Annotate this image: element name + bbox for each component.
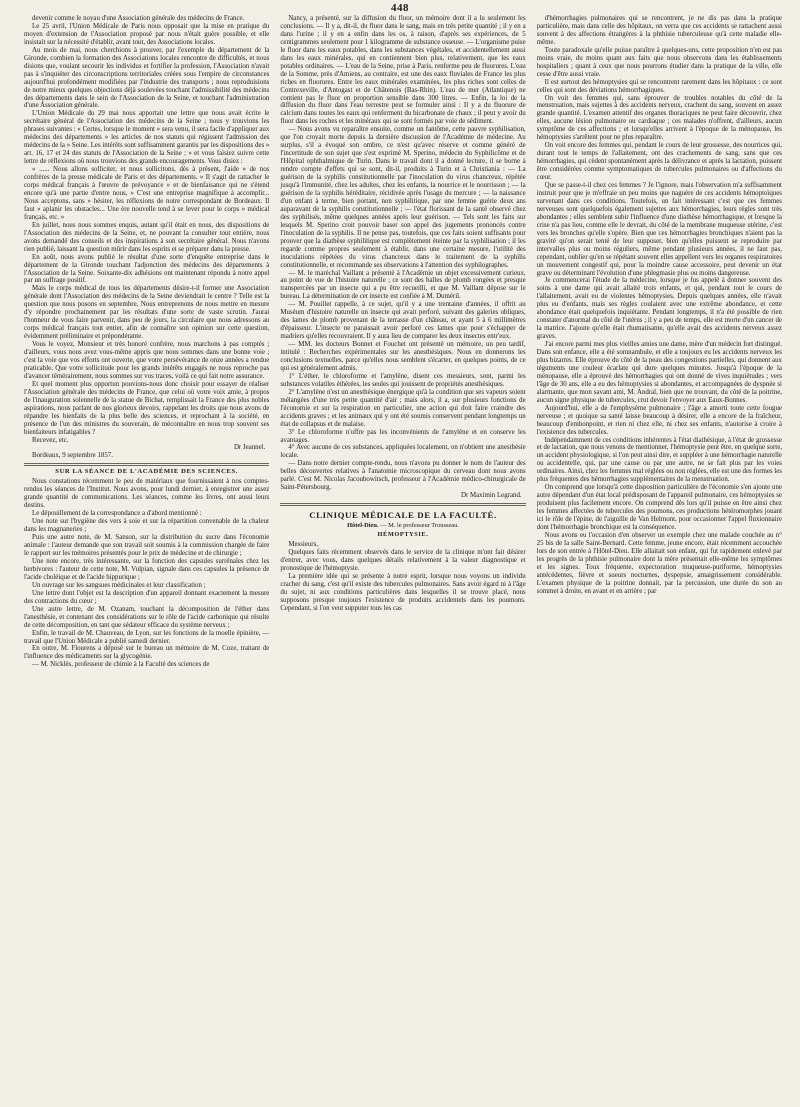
paragraph: En août, nous avons publié le résultat d'une sorte d'enquête entreprise dans le département de la Gironde touchant l'adjonction des médecins des départements à l'Association de la Seine. Soixante-dix adhésions ont maintenant répondu à notre appel par un suffrage positif. — [24, 253, 270, 285]
paragraph: Une note encore, très intéressante, sur la fonction des capsules surrénales chez les herbivores : l'auteur de cette note, M. Vulpian, signale dans ces capsules la présence de l'acide choléique et de l'acide hippurique ; — [24, 558, 270, 581]
paragraph: Indépendamment de ces conditions inhérentes à l'état diathésique, à l'état de grossesse et de lactation, que nous venons de mentionner, l'hémoptysie peut être, en quelque sorte, un accident physiologique, si l'on peut ainsi dire, et suppléer à une hémorrhagie naturelle ou accidentelle, qui, par une cause ou par une autre, ne se fait plus par les voies ordinaires. Ainsi, chez les femmes mal réglées ou non réglées, elle est une des formes les plus fréquentes des hémorrhagies supplémentaires de la menstruation. — [536, 436, 782, 484]
paragraph: Quelques faits récemment observés dans le service de la clinique m'ont fait désirer d'entrer, avec vous, dans quelques détails relativement à la valeur diagnostique et pronostique de l'hémoptysie. — [280, 549, 526, 573]
paragraph: En outre, M. Flourens a déposé sur le bureau un mémoire de M. Coze, traitant de l'influence des médicaments sur la glycogénie. — [24, 645, 270, 661]
paragraph: Une note sur l'hygiène des vers à soie et sur la répartition convenable de la chaleur dans les magnaneries ; — [24, 518, 270, 534]
paragraph: Aujourd'hui, elle a de l'emphysème pulmonaire ; l'âge a amorti toute cette fougue nerveuse ; et quoique sa santé laisse beaucoup à désirer, elle a encore de la fraîcheur, beaucoup d'embonpoint, et rien ni chez elle, ni chez ses enfants, n'autorise à croire à l'existence des tubercules. — [536, 404, 782, 436]
paragraph: Il est surtout des hémoptysies qui se rencontrent rarement dans les hôpitaux : ce sont celles qui sont des déviations hémorrhagiques. — [536, 78, 782, 94]
paragraph: Une lettre dont l'objet est la description d'un appareil donnant exactement la mesure des contractions du cœur ; — [24, 589, 270, 605]
paragraph: « ...... Nous allons solliciter, et nous sollicitons, dès à présent, l'aide » de nos confrères de la presse médicale de Paris et des départements. » Il s'agit de rattacher le corps médical français à l'œuvre de prévoyance » et de bienfaisance qui ne s'étend encore qu'à une partie d'entre nous, » C'est une entreprise magnifique à accomplir... Nous acceptons, sans » hésiter, les réflexions de notre correspondant de Bordeaux. Il faut » aplanir les obstacles... Une ère nouvelle tend à se lever pour le corps » médical français, etc. » — [24, 166, 270, 221]
paragraph: Un ouvrage sur les sangsues médicinales et leur classification ; — [32, 581, 206, 589]
paragraph: 2° L'amylène n'est un anesthésique énergique qu'à la condition que ses vapeurs soient mélangées d'une très petite quantité d'air ; mais alors, il a, sur plusieurs fonctions de l'économie et sur la respiration en particulier, une action qui doit faire craindre des accidents graves ; et les animaux qui y ont été soumis conservent pendant longtemps un état de collapsus et de malaise. — [280, 388, 526, 428]
col1-article-body — [24, 15, 269, 444]
column-3 — [537, 15, 782, 1101]
paragraph: Vous le voyez, Monsieur et très honoré confrère, nous marchons à pas comptés ; d'ailleurs, vous nous avez vous-même appris que nous sommes dans une bonne voie ; c'est la voie que vos efforts ont ouverte, que votre persévérance de onze années a rendue praticable. Que votre sollicitude pour les grands intérêts engagés ne nous reproche pas d'avancer témérairement, nous sommes sur vos traces, voilà ce qui fait notre assurance. — [24, 341, 270, 380]
paragraph: Une autre lettre, de M. Ozanam, touchant la décomposition de l'éther dans l'anesthésie, et contenant des considérations sur le rôle de l'acide carbonique qui résulte de cette décomposition, en tant que sédateur efficace du système nerveux ; — [24, 605, 270, 629]
section-title-academie: SUR LA SÉANCE DE L'ACADÉMIE DES SCIENCES. — [55, 468, 239, 476]
paragraph: En juillet, nous nous sommes enquis, autant qu'il était en nous, des dispositions de l'Association des médecins de la Seine, et, ne pouvant la consulter tout entière, nous avons demandé des conseils et des inspirations à son secrétaire général. Nous n'avons rien publié, laissant la question mûrir dans les esprits et se préparer dans la presse. — [24, 221, 270, 253]
column-1 — [24, 15, 269, 1101]
paragraph: 1° L'éther, le chloroforme et l'amylène, disent ces messieurs, sont, parmi les substances volatiles éthérées, les seules qui jouissent de propriétés anesthésiques. — [280, 372, 526, 388]
paragraph: On voit encore des femmes qui, pendant le cours de leur grossesse, des nourrices qui, durant tout le temps de l'allaitement, ont des crachements de sang, sans que ces hémorrhagies, qui cèdent spontanément après la délivrance et après la lactation, puissent être considérées comme symptomatiques de tubercules pulmonaires ou d'affections du cœur. — [536, 142, 782, 182]
dateline: Bordeaux, 9 septembre 1857. — [32, 452, 113, 460]
paragraph: Que se passe-t-il chez ces femmes ? Je l'ignore, mais l'observation m'a suffisamment instruit pour que je m'effraie un peu moins que naguère de ces accidents hémoptoïques survenant dans ces conditions. Toutefois, un fait intéressant c'est que ces femmes nerveuses sont quelquefois également sujettes aux hémorrhagies, leurs règles sont très abondantes ; elles semblent subir l'influence d'une diathèse hémorrhagique, et lorsque la crise n'a pas lieu, comme elle le devrait, du côté de la membrane muqueuse utérine, c'est vers les bronches qu'elle s'opère. Bien que ces hémorrhagies bronchiques n'aient pas la gravité qu'on serait tenté de leur supposer, bien qu'elles puissent se reproduire par intervalles plus ou moins réguliers, même pendant plusieurs années, il ne faut pas, cependant, oublier qu'en se répétant souvent elles appellent vers les organes respiratoires un mouvement congestif qui, pour la moindre cause accessoire, peut devenir un état grave ou déterminant l'évolution d'une phlegmasie plus ou moins dangereuse. — [536, 182, 782, 277]
paragraph: Je commencerai l'étude de la médecine, lorsque je fus appelé à donner souvent des soins à une dame qui avait allaité trois enfants, et qui, pendant tout le cours de l'allaitement, avait eu de violentes hémoptysies. Depuis quelques années, elle n'avait plus eu d'enfants, mais ses règles coulaient avec une extrême abondance, et cette abondance était quelquefois inquiétante. Pendant longtemps, il n'a été possible de rien constater d'anormal du côté de l'utérus ; il y a peu de temps, elle est morte d'un cancer de la matrice. J'ajoute qu'elle était rhumatisante, qu'elle avait des accidents nerveux assez graves. — [536, 277, 782, 341]
page-number: 448 — [391, 2, 409, 14]
paragraph: — Dans notre dernier compte-rendu, nous n'avons pu donner le nom de l'auteur des belles découvertes relatives à l'anatomie microscopique du cerveau dont nous avons parlé. C'est M. Nicolas Jacoubowitsch, professeur à l'Académie médico-chirurgicale de Saint-Pétersbourg. — [280, 460, 526, 492]
paragraph: La première idée qui se présente à notre esprit, lorsque nous voyons un individu cracher du sang, c'est qu'il existe des tubercules pulmonaires. Sans avoir égard ni à l'âge du sujet, ni aux conditions particulières dans lesquelles il se trouve placé, nous supposons presque toujours l'existence de produits accidentels dans les poumons. Cependant, si l'on veut supputer tous les cas — [280, 573, 526, 612]
paragraph: Au mois de mai, nous cherchions à prouver, par l'exemple du département de la Gironde, combien la formation des Associations locales rencontre de difficultés, et nous disions que, voulant secourir les individus et fortifier la profession, l'Association n'avait pas à s'inquiéter des circonscriptions territoriales créées sous l'empire de circonstances aujourd'hui profondément modifiées par l'industrie des transports ; nous reproduisions de notre mieux quelques objections déjà soulevées touchant l'admissibilité des médecins des départements dans le sein de l'Association de la Seine, et touchant l'administration d'une Association générale. — [24, 46, 270, 110]
col2-clinique-body — [280, 549, 525, 613]
signature-legrand: Dr Maximin Legrand. — [460, 492, 522, 500]
paragraph: Nous avons eu l'occasion d'en observer un exemple chez une malade couchée au n° 25 bis de la salle Saint-Bernard. Cette femme, jeune encore, était récemment accouchée lors de son entrée à l'Hôtel-Dieu. Elle allaitait son enfant, qui fut rapidement enlevé par les progrès de la phthisie pulmonaire dont la mère présentait elle-même les symptômes et les signes. Toux fréquente, expectoration muqueuse-puriforme, hémoptysies antécédentes, fièvre et sueurs nocturnes, dyspepsie, amaigrissement considérable. L'examen physique de la poitrine donnait, par la percussion, une durée du son au sommet à droite, en avant et en arrière ; par — [536, 531, 782, 595]
paragraph: Le 25 avril, l'Union Médicale de Paris nous opposait que la mise en pratique du moyen d'extension de l'Association proposé par nous n'était guère possible, et elle insistait sur la nécessité d'établir, avant tout, des Associations locales. — [24, 22, 270, 46]
columns — [24, 15, 782, 1101]
section-title-clinique: CLINIQUE MÉDICALE DE LA FACULTÉ. — [309, 510, 497, 521]
signature-jeannel: Dr Jeannel. — [233, 444, 266, 452]
paragraph: Toute paradoxale qu'elle puisse paraître à quelques-uns, cette proposition n'en est pas moins vraie, du moins quant aux faits que nous observons dans les établissements hospitaliers ; quant à ceux que nous pourrons étudier dans la pratique de la ville, elle cesse d'être aussi vraie. — [536, 46, 782, 78]
greeting: Messieurs, — [288, 541, 318, 549]
lecture-byline — [280, 522, 525, 529]
paragraph: — M. le maréchal Vaillant a présenté à l'Académie un objet excessivement curieux, au point de vue de l'histoire naturelle ; ce sont des balles de plomb rongées et presque transpercées par un insecte qui a pu être recueilli, et que M. Vaillant dépose sur le bureau. La détermination de cet insecte est confiée à M. Duméril. — [280, 269, 526, 301]
paragraph: Le dépouillement de la correspondance a d'abord mentionné : — [32, 510, 202, 518]
paragraph: On voit des femmes qui, sans éprouver de troubles notables du côté de la menstruation, mais sujettes à des accidents nerveux, crachent du sang, souvent en assez grande quantité. L'examen attentif des organes thoraciques ne peut faire découvrir, chez elles, aucune lésion pulmonaire ou cardiaque ; ces malades n'offrent, d'ailleurs, aucun symptôme de ces affections ; et lorsqu'elles arrivent à l'époque de la ménopause, les hémoptysies s'arrêtent pour ne plus reparaître. — [536, 94, 782, 142]
paragraph: J'ai encore parmi mes plus vieilles amies une dame, mère d'un médecin fort distingué. Dans son enfance, elle a été somnambule, et elle a toujours eu les accidents nerveux les plus bizarres. Elle éprouve du côté de la peau des congestions partielles, qui donnent aux téguments une couleur écarlate qui dure quelques minutes. Jusqu'à l'époque de la ménopause, elle a éprouvé des hémorrhagies qui ont donné de vives inquiétudes ; vers l'âge de 30 ans, elle a eu des hémoptysies si abondantes, et accompagnées de dyspnée si alarmante, que mon savant ami, M. Andral, bien que ne trouvant, du côté de la poitrine, aucun signe physique de tubercules, crut devoir l'envoyer aux Eaux-Bonnes. — [536, 341, 782, 404]
paragraph: Mais le corps médical de tous les départements désire-t-il former une Association générale dont l'Association des médecins de la Seine deviendrait le centre ? Telle est la question que nous posons en septembre. Nous entreprenons de nous mettre en mesure d'y répondre prochainement par les résultats d'une sorte de vaste scrutin. J'aurai l'honneur de vous faire parvenir, dans peu de jours, la circulaire que nous adressons au corps médical français tout entier, afin de connaître son opinion sur cette question, évidemment préliminaire et prépondérante. — [24, 285, 270, 341]
lecture-subtitle: HÉMOPTYSIE. — [377, 531, 429, 539]
paragraph: — M. Nicklès, professeur de chimie à la Faculté des sciences de — [32, 661, 210, 669]
col1-academie-body — [24, 478, 269, 669]
paragraph: — MM. les docteurs Bonnet et Fouchet ont présenté un mémoire, un peu tardif, intitulé : Recherches expérimentales sur les anesthésiques. Nous en donnerons les conclusions textuelles, parce qu'elles nous semblent s'écarter, en quelques points, de ce qui est généralement admis. — [280, 341, 526, 372]
paragraph: Nous constations récemment le peu de matériaux que fournissaient à nos comptes-rendus les séances de l'Institut. Nous avons, pour lundi dernier, à enregistrer une assez grande quantité de communications. Les séances, comme les livres, ont aussi leurs destins. — [24, 478, 270, 510]
paragraph: Nancy, a présenté, sur la diffusion du fluor, un mémoire dont il a lu seulement les conclusions. — Il y a, dit-il, du fluor dans le sang, mais en très petite quantité ; il y en a dans l'urine ; il y en a enfin dans les os, à raison, d'après ses expériences, de 5 centigrammes seulement pour 1 kilogramme de substance osseuse. — L'organisme puise le fluor dans les eaux potables, dans les substances végétales, et accidentellement aussi dans les eaux minérales, qui en contiennent bien plus, relativement, que les eaux potables ordinaires. — L'eau de la Seine, prise à Paris, renferme peu de fluorures. L'eau de la Somme, près d'Amiens, au contraire, est une des eaux fluviales de France les plus riches en fluorures. Entre les eaux minérales examinées, les plus riches sont celles de Contrexeville, d'Antogast et de Châtenois (Bas-Rhin). L'eau de mer (Atlantique) ne contient pas le fluor en proportion sensible dans 300 litres. — Enfin, la loi de la diffusion du fluor dans l'eau terrestre peut se formuler ainsi : Il y a du fluorure de calcium dans toutes les eaux qui renferment du bicarbonate de chaux ; il peut y avoir du fluor dans les roches et les minéraux qui se sont formés par voie de sédiment. — [280, 15, 526, 126]
paragraph: Enfin, le travail de M. Chauveau, de Lyon, sur les fonctions de la moelle épinière, — travail que l'Union Médicale a publié samedi dernier. — [24, 629, 270, 645]
paragraph: 3° Le chloroforme n'offre pas les inconvénients de l'amylène et en conserve les avantages. — [280, 428, 526, 444]
paragraph: 4° Avec aucune de ces substances, appliquées localement, on n'obtient une anesthésie locale. — [280, 444, 526, 460]
paragraph: L'Union Médicale du 29 mai nous apportait une lettre que nous avait écrite le secrétaire général de l'Association des médecins de la Seine ; nous y trouvions les phrases suivantes : « Certes, lorsque le moment » sera venu, il sera facile d'appliquer aux médecins des départements » les articles de nos statuts qui régissent l'admission des médecins de la » Seine. Les intérêts sont suffisamment garantis par les dispositions des » art. 16, 17 et 24 des statuts de l'Association de la Seine ; » et vous faisiez suivre cette lettre de réflexions où nous trouvions des grands encouragements. Vous disiez : — [24, 110, 270, 166]
paragraph: — M. Pouillet rappelle, à ce sujet, qu'il y a une trentaine d'années, il offrit au Muséum d'histoire naturelle un insecte qui avait perforé, suivant des galeries obliques, des lames de plomb provenant de la terrasse d'un château, et ayant 5 à 6 millimètres d'épaisseur. L'insecte ne paraissait avoir perforé ces lames que pour s'échapper de madriers qu'elles recouvraient. Il y aura lieu de comparer les deux insectes entr'eux. — [280, 301, 526, 341]
paragraph: Puis une autre note, de M. Sanson, sur la distribution du sucre dans l'économie animale : l'auteur demande que son travail soit soumis à la commission chargée de faire le rapport sur les mémoires présentés pour le prix de médecine et de chirurgie ; — [24, 534, 270, 558]
col2-article-body — [280, 15, 525, 492]
paragraph: On comprend que lorsqu'à cette disposition particulière de l'économie s'en ajoute une autre dépendant d'un état local prédisposant de l'appareil pulmonaire, ces hémoptysies se produisent plus facilement encore. On comprend dès lors qu'il puisse en être ainsi chez les femmes affectées de tubercules des poumons, ces productions hétéromorphes jouant ici le rôle de l'épine, de l'aiguille de Van Helmont, pour occasionner l'appel fluxionnaire dont l'hémorrhagie bronchique est la conséquence. — [536, 484, 782, 531]
paragraph: d'hémorrhagies pulmonaires qui se rencontrent, je ne dis pas dans la pratique particulière, mais dans celle des hôpitaux, on verra que ces accidents se rattachent aussi souvent à des affections étrangères à la phthisie tuberculeuse qu'à cette maladie elle-même. — [536, 15, 782, 46]
paragraph: Recevez, etc. — [32, 436, 69, 444]
paragraph: Et quel moment plus opportun pouvions-nous donc choisir pour essayer de réaliser l'Association générale des médecins de France, que celui où votre voix amie, à propos de l'inauguration solennelle de la statue de Bichat, remplissait la France des plus nobles aspirations, nous parlant de nos glorieux devoirs, rappelant les droits que nous avons de répandre les bienfaits de la plus belle des sciences, et reprochant à la société, en présence de l'un des ministres du souverain, de méconnaître en nous trop souvent ses bienfaiteurs infatigables ? — [24, 380, 270, 436]
paragraph: — Nous avons vu reparaître ensuite, comme un fantôme, cette pauvre syphilisation, que l'on croyait morte depuis la dernière discussion de l'Académie de médecine. Au surplus, s'il a évoqué son ombre, ce n'est qu'avec réserve et comme généré de l'incertitude de son sujet que s'est exprimé M. Sperino, médecin du Syphilicôme et de l'Hôpital ophthalmique de Turin. Dans le travail dont il a donné lecture, il se borne à rendre compte d'effets qui se sont, dit-il, produits à Turin et à Christiania : — La guérison de la syphilis constitutionnelle par l'inoculation du virus chancreux, répétée jusqu'à l'immunité, chez les adultes, chez les enfants, la nourrice et le nourrisson ; — la guérison de la syphilis héréditaire, récidivée après l'usage du mercure ; — la naissance d'un enfant à terme, bien portant, non syphilitique, par une femme guérie deux ans auparavant de la syphilis constitutionnelle ; — l'état florissant de la santé observé chez des syphilisés, même quelques années après leur guérison. — Tels sont les faits sur lesquels M. Sperino croit pouvoir baser son appel des jugements prononcés contre l'inoculation de la syphilis. Il ne pense pas, toutefois, que ces faits soient suffisants pour prouver que la diathèse syphilitique est complètement éteinte par la syphilisation ; il les regarde comme propres seulement à établir, dans une certaine mesure, l'utilité des inoculations répétées du virus chancreux dans le traitement de la syphilis constitutionnelle, et recommande ses observations à l'attention des syphilographes. — [280, 126, 526, 269]
section-divider — [280, 503, 525, 506]
col3-article-body — [537, 15, 782, 596]
section-divider — [24, 463, 269, 466]
column-2 — [280, 15, 525, 1101]
lecture-professor: — M. le professeur Trousseau. — [380, 522, 459, 530]
paragraph: devenir comme le noyau d'une Association générale des médecins de France. — [32, 15, 245, 22]
lecture-place: Hôtel-Dieu. — [347, 522, 379, 530]
